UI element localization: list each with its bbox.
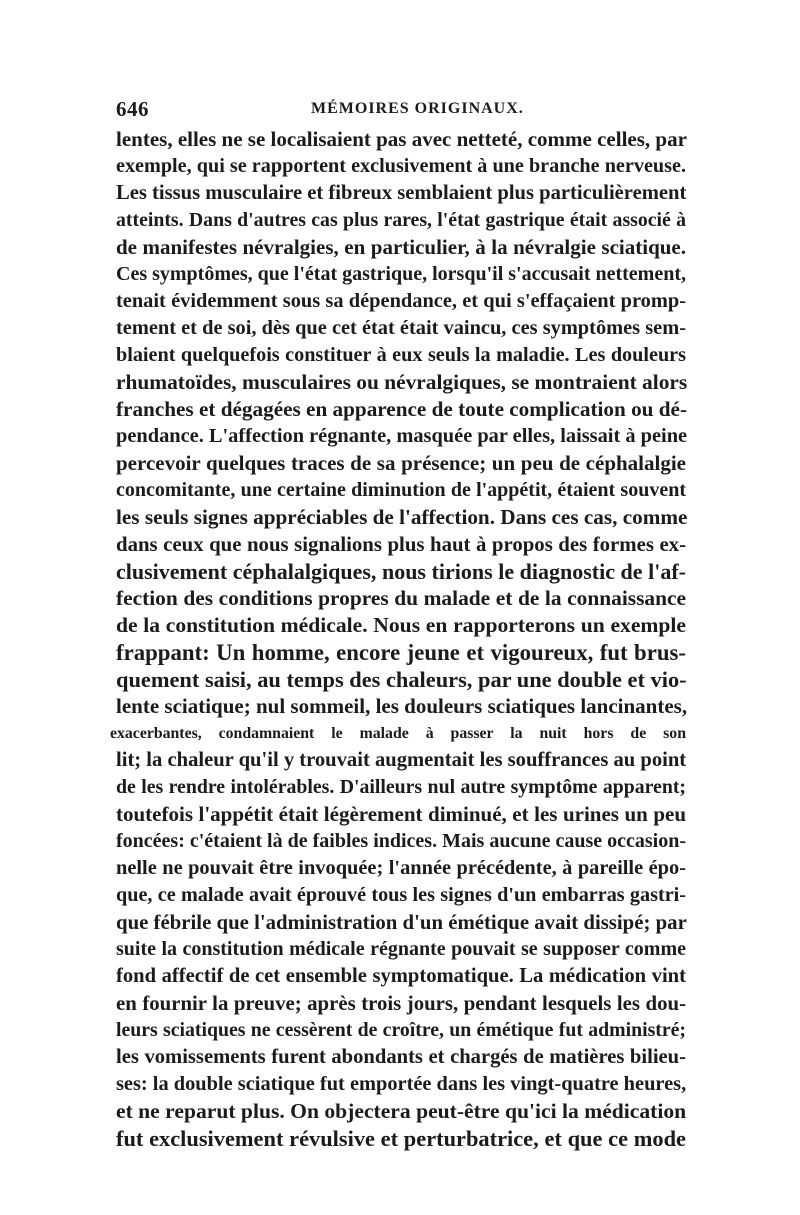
text-line: pendance. L'affection régnante, masquée par elles, laissait à peine [116, 425, 688, 447]
text-line: rhumatoïdes, musculaires ou névralgiques, se montraient alors [116, 370, 688, 394]
text-line: concomitante, une certaine diminution de l'appétit, étaient souvent [116, 479, 686, 501]
text-line: Ces symptômes, que l'état gastrique, lorsqu'il s'accusait nettement, [116, 263, 686, 285]
text-line: et ne reparut plus. On objectera peut-être qu'ici la médication [116, 1099, 687, 1123]
text-line: ses: la double sciatique fut emportée dans les vingt-quatre heures, [116, 1073, 687, 1095]
text-line: blaient quelquefois constituer à eux seuls la maladie. Les douleurs [116, 344, 686, 366]
text-line: toutefois l'appétit était légèrement diminué, et les urines un peu [116, 802, 686, 826]
text-line: que fébrile que l'administration d'un émétique avait dissipé; par [116, 911, 687, 934]
body-text [110, 126, 688, 1152]
text-line: fection des conditions propres du malade et de la connaissance [116, 586, 686, 610]
text-line: suite la constitution médicale régnante pouvait se supposer comme [116, 938, 686, 960]
text-line: de les rendre intolérables. D'ailleurs nul autre symptôme apparent; [116, 776, 686, 798]
text-line: tement et de soi, dès que cet état était vaincu, ces symptômes sem- [116, 317, 686, 339]
text-line: fond affectif de cet ensemble symptomatique. La médication vint [116, 965, 686, 987]
text-line: atteints. Dans d'autres cas plus rares, l'état gastrique était associé à [116, 209, 686, 231]
text-line: foncées: c'étaient là de faibles indices. Mais aucune cause occasion- [116, 830, 686, 852]
text-line: de la constitution médicale. Nous en rapporterons un exemple [116, 613, 686, 637]
running-title: MÉMOIRES ORIGINAUX. [311, 100, 524, 117]
text-line: fut exclusivement révulsive et perturbatrice, et que ce mode [116, 1126, 686, 1151]
text-line: dans ceux que nous signalions plus haut à propos des formes ex- [116, 533, 686, 556]
text-line: exemple, qui se rapportent exclusivement à une branche nerveuse. [116, 155, 686, 177]
text-line: clusivement céphalalgiques, nous tirions le diagnostic de l'af- [116, 559, 686, 584]
page-number: 646 [116, 97, 149, 121]
text-line: lit; la chaleur qu'il y trouvait augmentait les souffrances au point [116, 749, 687, 771]
text-line: de manifestes névralgies, en particulier, à la névralgie sciatique. [116, 235, 686, 259]
text-line: tenait évidemment sous sa dépendance, et qui s'effaçaient promp- [116, 290, 686, 312]
text-line: lente sciatique; nul sommeil, les douleurs sciatiques lancinantes, [116, 694, 688, 718]
running-head [116, 97, 686, 125]
text-line: nelle ne pouvait être invoquée; l'année précédente, à pareille épo- [116, 857, 686, 879]
text-line: les seuls signes appréciables de l'affection. Dans ces cas, comme [116, 505, 688, 529]
text-line: Les tissus musculaire et fibreux semblaient plus particulièrement [116, 182, 687, 204]
text-line: franches et dégagées en apparence de toute complication ou dé- [116, 397, 688, 421]
text-line: frappant: Un homme, encore jeune et vigoureux, fut brus- [116, 640, 686, 665]
text-line: en fournir la preuve; après trois jours, pendant lesquels les dou- [116, 992, 686, 1015]
text-line: percevoir quelques traces de sa présence; un peu de céphalalgie [116, 451, 686, 475]
text-line: exacerbantes, condamnaient le malade à passer la nuit hors de son [110, 725, 686, 742]
text-line: que, ce malade avait éprouvé tous les signes d'un embarras gastri- [116, 884, 686, 906]
text-line: quement saisi, au temps des chaleurs, par une double et vio- [116, 667, 687, 692]
text-line: les vomissements furent abondants et chargés de matières bilieu- [116, 1046, 686, 1068]
text-line: lentes, elles ne se localisaient pas avec netteté, comme celles, par [116, 127, 687, 151]
text-line: leurs sciatiques ne cessèrent de croître, un émétique fut administré; [116, 1019, 686, 1041]
